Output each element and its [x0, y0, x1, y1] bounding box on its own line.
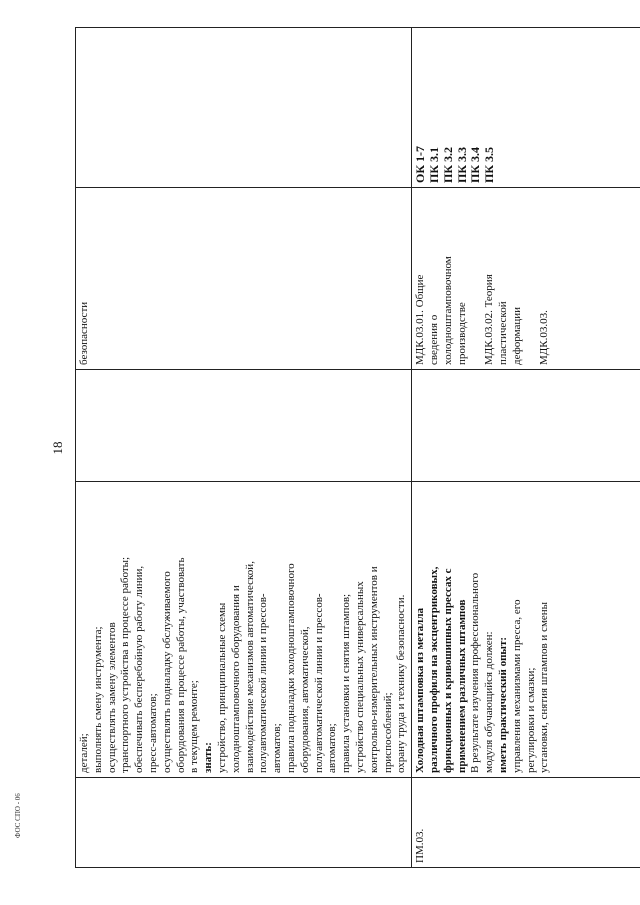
cell-content: [76, 482, 412, 778]
text-line: Холодная штамповка из металла: [414, 607, 427, 773]
text-line: модуля обучающийся должен:: [483, 631, 496, 773]
text-line: пресс-автоматов;: [146, 693, 159, 773]
cell-code: ПМ.03.: [412, 778, 640, 868]
text-line: охрану труда и технику безопасности.: [395, 594, 408, 773]
cell-competencies: [76, 28, 412, 188]
rotated-table-page: [75, 28, 628, 868]
cell-hours: [76, 370, 412, 482]
text-line: ПК 3.5: [482, 146, 497, 183]
cell-hours: [412, 370, 640, 482]
text-line: оборудования в процессе работы, участвовать: [174, 557, 187, 773]
footer-code: ФОС СПО - 06: [14, 793, 22, 838]
curriculum-table: [75, 27, 640, 868]
cell-content: [412, 482, 640, 778]
table-row: [412, 28, 640, 868]
text-line: устройство специальных универсальных: [353, 581, 366, 773]
text-line: МДК.03.02. Теория: [483, 274, 496, 365]
text-line: МДК.03.03.: [538, 310, 551, 365]
text-line: выполнять смену инструмента;: [91, 626, 104, 773]
text-line: ПК 3.3: [454, 146, 469, 183]
text-line: [469, 192, 483, 365]
text-line: осуществлять замену элементов: [105, 622, 118, 773]
text-line: сведения о: [427, 314, 440, 365]
text-line: взаимодействие механизмов автоматической,: [243, 561, 256, 773]
text-line: регулировки и смазки;: [524, 667, 537, 773]
text-line: правила установки и снятия штампов;: [340, 593, 353, 773]
text-line: автоматов;: [326, 723, 339, 773]
text-line: знать:: [202, 742, 215, 773]
text-line: В результате изучения профессионального: [469, 572, 482, 773]
text-line: ПК 3.1: [426, 146, 441, 183]
text-line: транспортного устройства в процессе работы;: [119, 556, 132, 773]
text-line: деформации: [510, 306, 523, 365]
text-line: пластической: [496, 301, 509, 365]
text-line: полуавтоматической линии и прессов-: [257, 593, 270, 773]
cell-mdk: безопасности: [76, 188, 412, 370]
cell-mdk: [412, 188, 640, 370]
text-line: приспособлений;: [381, 692, 394, 773]
table-row: [76, 28, 412, 868]
text-line: ПК 3.4: [468, 146, 483, 183]
text-line: фрикционных и кривошипных прессах с: [441, 568, 454, 773]
text-line: различного профиля на эксцентриковых,: [427, 566, 440, 773]
text-line: холодноштамповочного оборудования и: [229, 585, 242, 773]
text-line: правила подналадки холодноштамповочного: [284, 563, 297, 773]
text-line: производстве: [455, 302, 468, 365]
text-line: обеспечивать бесперебойную работу линии,: [133, 565, 146, 773]
text-line: применением различных штампов: [455, 599, 468, 773]
cell-code: [76, 778, 412, 868]
page-number: 18: [50, 441, 65, 455]
text-line: [525, 192, 539, 365]
text-line: установки, снятия штампов и смены: [538, 601, 551, 773]
text-line: осуществлять подналадку обслуживаемого: [160, 571, 173, 773]
text-line: автоматов;: [271, 723, 284, 773]
text-line: иметь практический опыт:: [496, 636, 509, 773]
text-line: в текущем ремонте;: [188, 680, 201, 773]
cell-competencies: [412, 28, 640, 188]
text-line: управления механизмами пресса, его: [510, 599, 523, 773]
text-line: холодноштамповочном: [441, 256, 454, 365]
text-line: устройство, принципиальные схемы: [215, 602, 228, 773]
text-line: деталей;: [78, 733, 90, 773]
text-line: ОК 1-7: [413, 145, 428, 183]
text-line: контрольно-измерительных инструментов и: [367, 566, 380, 773]
text-line: МДК.03.01. Общие: [414, 274, 427, 365]
text-line: полуавтоматической линии и прессов-: [312, 593, 325, 773]
text-line: ПК 3.2: [440, 146, 455, 183]
text-line: оборудования, автоматической,: [298, 626, 311, 773]
